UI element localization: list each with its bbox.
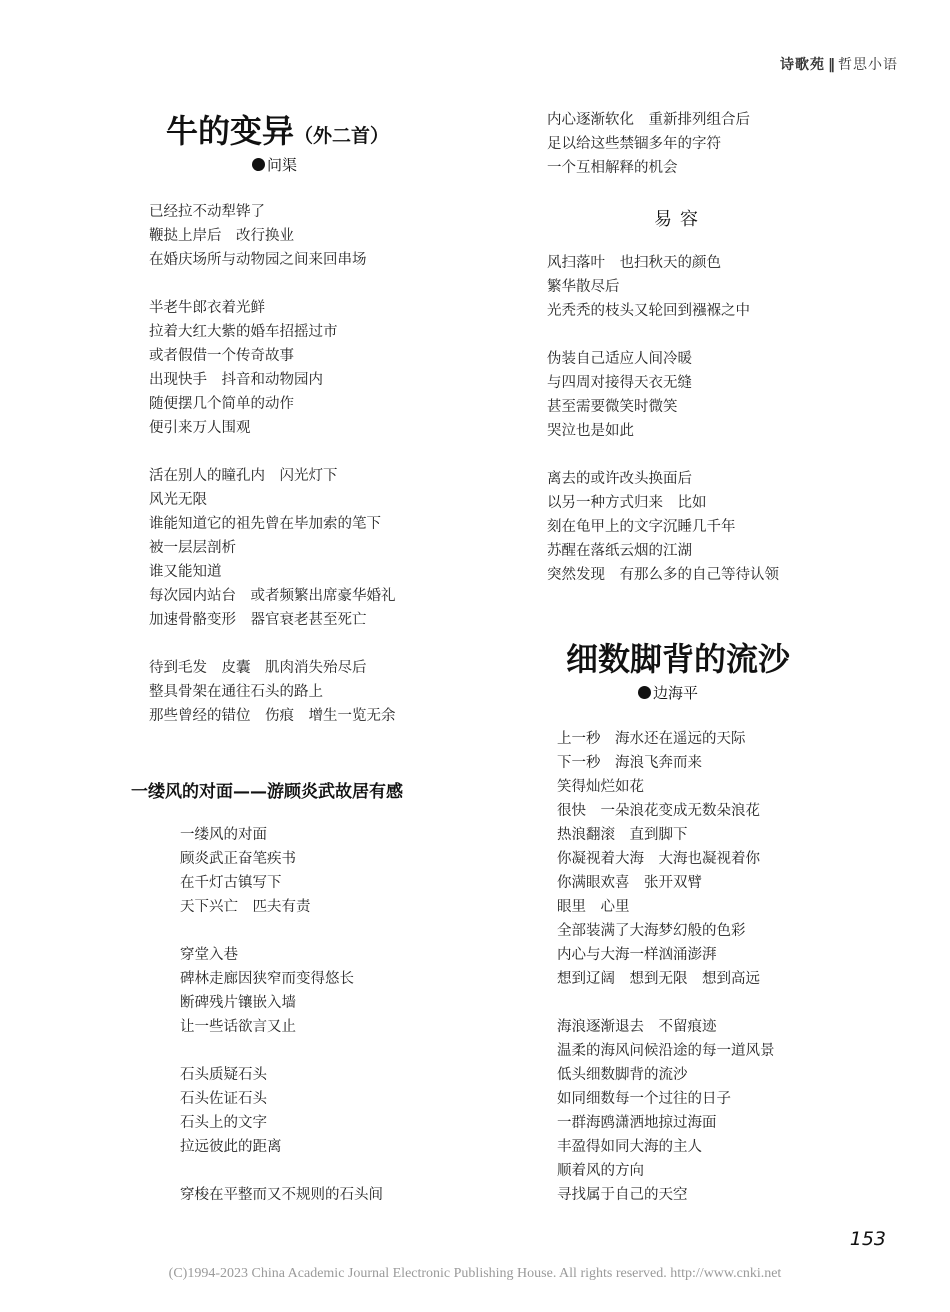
poem-line: 刻在龟甲上的文字沉睡几千年 bbox=[547, 519, 736, 535]
poem-line: 上一秒 海水还在遥远的天际 bbox=[557, 731, 746, 747]
poem-line: 或者假借一个传奇故事 bbox=[149, 348, 294, 364]
poem4-author bbox=[638, 682, 698, 703]
poem2-title: 一缕风的对面——游顾炎武故居有感 bbox=[131, 782, 403, 802]
poem3-body bbox=[547, 251, 779, 587]
poem-line: 下一秒 海浪飞奔而来 bbox=[557, 755, 702, 771]
poem-line: 每次园内站台 或者频繁出席豪华婚礼 bbox=[149, 588, 396, 604]
running-header bbox=[780, 54, 898, 74]
poem-line: 一群海鸥潇洒地掠过海面 bbox=[557, 1115, 717, 1131]
poem2-body-continued bbox=[547, 108, 750, 180]
header-separator: ‖ bbox=[828, 57, 835, 73]
poem-line: 石头质疑石头 bbox=[180, 1067, 267, 1083]
poem-line: 拉着大红大紫的婚车招摇过市 bbox=[149, 324, 338, 340]
poem-line: 让一些话欲言又止 bbox=[180, 1019, 296, 1035]
poem-line: 温柔的海风问候沿途的每一道风景 bbox=[557, 1043, 775, 1059]
poem-line: 甚至需要微笑时微笑 bbox=[547, 399, 678, 415]
poem-line: 繁华散尽后 bbox=[547, 279, 620, 295]
poem-line: 拉远彼此的距离 bbox=[180, 1139, 282, 1155]
poem-line: 如同细数每一个过往的日子 bbox=[557, 1091, 731, 1107]
poem-line: 突然发现 有那么多的自己等待认领 bbox=[547, 567, 779, 583]
poem2-body bbox=[180, 823, 383, 1207]
stanza-gap bbox=[149, 440, 396, 464]
poem1-author bbox=[252, 154, 297, 175]
poem-line: 整具骨架在通往石头的路上 bbox=[149, 684, 323, 700]
poem-line: 断碑残片镶嵌入墙 bbox=[180, 995, 296, 1011]
poem1-title: 牛的变异 bbox=[166, 112, 295, 150]
poem1-author-name: 问渠 bbox=[267, 156, 298, 174]
poem-line: 你凝视着大海 大海也凝视着你 bbox=[557, 851, 760, 867]
stanza-gap bbox=[149, 632, 396, 656]
column-brand: 诗歌苑 bbox=[780, 57, 825, 73]
poem4-title: 细数脚背的流沙 bbox=[566, 640, 791, 678]
poem-line: 一个互相解释的机会 bbox=[547, 160, 678, 176]
poem-line: 被一层层剖析 bbox=[149, 540, 236, 556]
copyright-footer: (C)1994-2023 China Academic Journal Electronic Publishing House. All rights reserved. http://www.cnki.net bbox=[168, 1266, 782, 1281]
poem-line: 低头细数脚背的流沙 bbox=[557, 1067, 688, 1083]
poem-line: 随便摆几个简单的动作 bbox=[149, 396, 294, 412]
poem-line: 全部装满了大海梦幻般的色彩 bbox=[557, 923, 746, 939]
poem1-body bbox=[149, 200, 396, 728]
poem4-body bbox=[557, 727, 775, 1207]
poem-line: 一缕风的对面 bbox=[180, 827, 267, 843]
poem-line: 顾炎武正奋笔疾书 bbox=[180, 851, 296, 867]
poem-line: 碑林走廊因狭窄而变得悠长 bbox=[180, 971, 354, 987]
poem-line: 谁又能知道 bbox=[149, 564, 222, 580]
poem-line: 穿梭在平整而又不规则的石头间 bbox=[180, 1187, 383, 1203]
poem-line: 在千灯古镇写下 bbox=[180, 875, 282, 891]
author-bullet-icon bbox=[638, 686, 651, 699]
stanza-gap bbox=[180, 919, 383, 943]
poem-line: 风扫落叶 也扫秋天的颜色 bbox=[547, 255, 721, 271]
poem-line: 石头上的文字 bbox=[180, 1115, 267, 1131]
poem-line: 很快 一朵浪花变成无数朵浪花 bbox=[557, 803, 760, 819]
poem-line: 加速骨骼变形 器官衰老甚至死亡 bbox=[149, 612, 367, 628]
poem-line: 天下兴亡 匹夫有责 bbox=[180, 899, 311, 915]
poem-line: 顺着风的方向 bbox=[557, 1163, 644, 1179]
poem-line: 便引来万人围观 bbox=[149, 420, 251, 436]
poem1-title-block bbox=[166, 106, 389, 152]
page-number: 153 bbox=[849, 1228, 886, 1250]
poem-line: 穿堂入巷 bbox=[180, 947, 238, 963]
poem-line: 鞭挞上岸后 改行换业 bbox=[149, 228, 294, 244]
poem-line: 哭泣也是如此 bbox=[547, 423, 634, 439]
poem-line: 寻找属于自己的天空 bbox=[557, 1187, 688, 1203]
poem-line: 风光无限 bbox=[149, 492, 207, 508]
poem-line: 足以给这些禁锢多年的字符 bbox=[547, 136, 721, 152]
stanza-gap bbox=[547, 443, 779, 467]
poem-line: 伪装自己适应人间冷暖 bbox=[547, 351, 692, 367]
poem3-title: 易容 bbox=[654, 209, 706, 230]
poem-line: 光秃秃的枝头又轮回到襁褓之中 bbox=[547, 303, 750, 319]
poem-line: 苏醒在落纸云烟的江湖 bbox=[547, 543, 692, 559]
poem-line: 那些曾经的错位 伤痕 增生一览无余 bbox=[149, 708, 396, 724]
stanza-gap bbox=[557, 991, 775, 1015]
poem-line: 半老牛郎衣着光鲜 bbox=[149, 300, 265, 316]
stanza-gap bbox=[149, 272, 396, 296]
stanza-gap bbox=[180, 1039, 383, 1063]
poem-line: 谁能知道它的祖先曾在毕加索的笔下 bbox=[149, 516, 381, 532]
author-bullet-icon bbox=[252, 158, 265, 171]
poem-line: 离去的或许改头换面后 bbox=[547, 471, 692, 487]
poem-line: 在婚庆场所与动物园之间来回串场 bbox=[149, 252, 367, 268]
poem-line: 想到辽阔 想到无限 想到高远 bbox=[557, 971, 760, 987]
poem-line: 内心与大海一样汹涌澎湃 bbox=[557, 947, 717, 963]
poem-line: 你满眼欢喜 张开双臂 bbox=[557, 875, 702, 891]
poem1-subtitle: （外二首） bbox=[294, 125, 390, 147]
stanza-gap bbox=[547, 323, 779, 347]
poem-line: 石头佐证石头 bbox=[180, 1091, 267, 1107]
poem-line: 活在别人的瞳孔内 闪光灯下 bbox=[149, 468, 338, 484]
poem-line: 以另一种方式归来 比如 bbox=[547, 495, 707, 511]
poem-line: 海浪逐渐退去 不留痕迹 bbox=[557, 1019, 717, 1035]
poem-line: 笑得灿烂如花 bbox=[557, 779, 644, 795]
poem-line: 丰盈得如同大海的主人 bbox=[557, 1139, 702, 1155]
poem4-author-name: 边海平 bbox=[653, 684, 699, 702]
poem-line: 与四周对接得天衣无缝 bbox=[547, 375, 692, 391]
poem-line: 已经拉不动犁铧了 bbox=[149, 204, 265, 220]
column-section: 哲思小语 bbox=[838, 57, 898, 73]
poem-line: 热浪翻滚 直到脚下 bbox=[557, 827, 688, 843]
poem-line: 眼里 心里 bbox=[557, 899, 630, 915]
poem-line: 内心逐渐软化 重新排列组合后 bbox=[547, 112, 750, 128]
poem-line: 待到毛发 皮囊 肌肉消失殆尽后 bbox=[149, 660, 367, 676]
stanza-gap bbox=[180, 1159, 383, 1183]
poem-line: 出现快手 抖音和动物园内 bbox=[149, 372, 323, 388]
